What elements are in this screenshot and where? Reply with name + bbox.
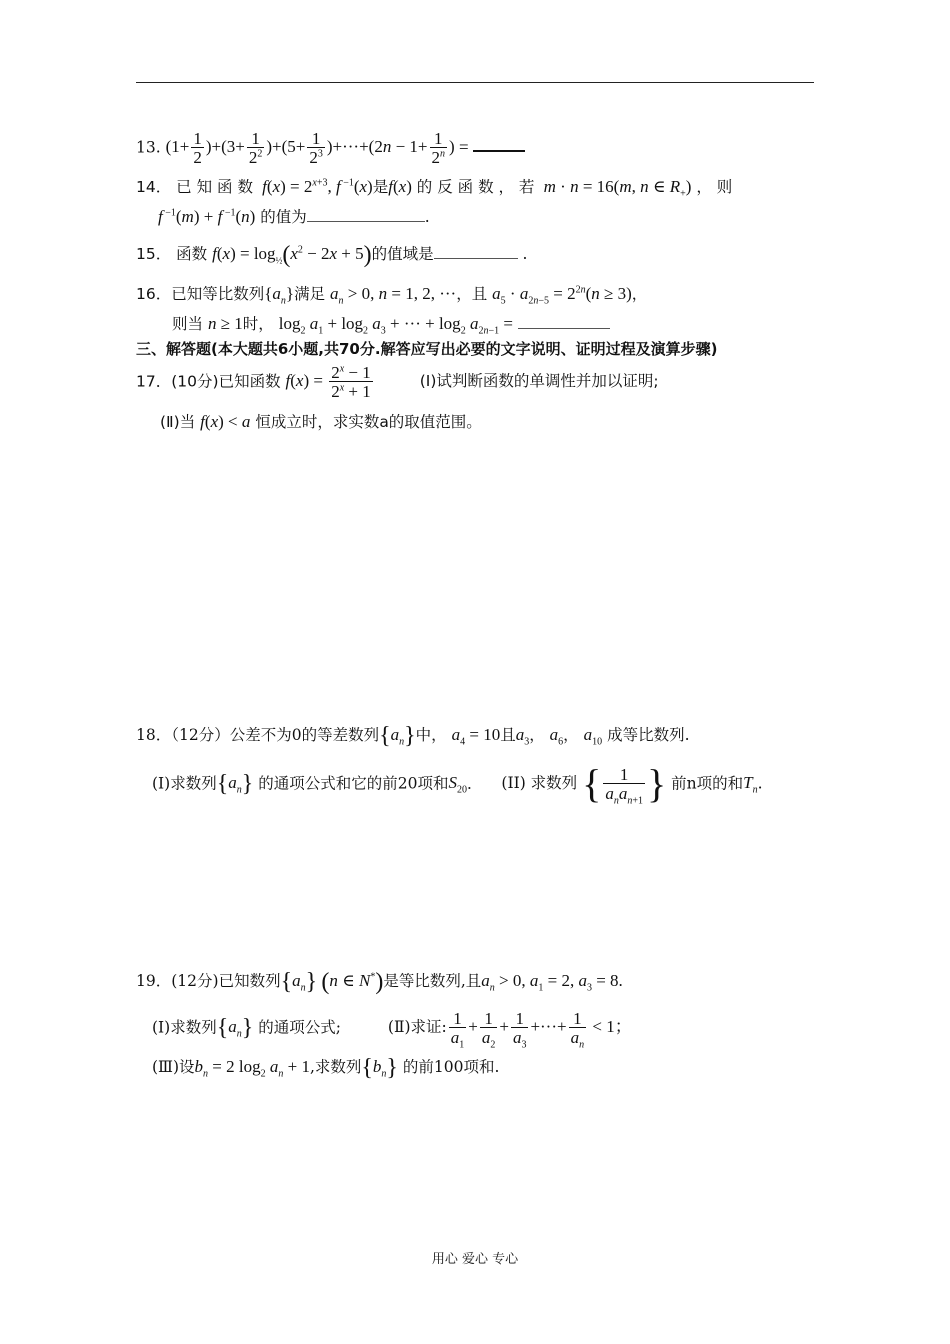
question-text: ，: [631, 285, 648, 303]
math-expression: $a_n > 0$, $a_1 = 2$, $a_3 = 8$.: [481, 971, 623, 994]
part-1-text: 的通项公式和它的前20项和: [258, 774, 449, 793]
question-number: 15．: [136, 245, 172, 263]
math-expression: $a_3$: [515, 725, 530, 748]
math-expression: $a_6$: [549, 725, 564, 748]
part-2-lead: (II) 求数列: [501, 774, 578, 793]
question-score: （12分）: [171, 726, 230, 744]
answer-blank: [518, 328, 610, 329]
part-2-lead: (Ⅱ)求证:: [387, 1018, 447, 1037]
question-18: [136, 723, 690, 750]
answer-blank: [473, 150, 525, 152]
question-19-part-3: [152, 1055, 500, 1082]
part-1-lead: (Ⅰ)求数列: [152, 1018, 217, 1037]
question-14: [136, 176, 732, 198]
header-rule: [136, 82, 814, 83]
question-text: 是等比数列,且: [383, 972, 482, 990]
math-expression: m · n = 16(m, n ∈ $R_+$): [543, 177, 692, 200]
question-score: (10分): [171, 372, 219, 391]
question-18-parts: [152, 761, 763, 807]
math-expression: n ≥ 1: [207, 314, 243, 333]
math-expression: f(x) < a: [200, 412, 251, 431]
part-2-text: 前n项的和: [671, 774, 744, 793]
math-expression: $f(x) = 2^{x+3}$, f $^{-1}$(x): [262, 177, 373, 196]
part-3-end: 的前100项和.: [402, 1058, 500, 1076]
question-17: [136, 364, 659, 401]
part-1-end: ．: [466, 774, 483, 793]
part-1-lead: (I)求数列: [152, 774, 217, 793]
question-text: 已知函数: [218, 372, 281, 391]
math-expression: f(x) = $\frac{2^x - 1}{2^x + 1}$: [285, 363, 371, 401]
part-3-text: ,求数列: [309, 1058, 362, 1076]
question-text: 且: [500, 726, 516, 744]
page-footer: 用心 爱心 专心: [431, 1252, 519, 1267]
math-expression: $a_4 = 10$: [451, 725, 501, 748]
math-expression: $\{b_n\}$: [361, 1055, 398, 1082]
question-text: 已知数列: [218, 972, 281, 990]
question-text: 则当: [172, 315, 204, 333]
question-number: 17．: [136, 372, 172, 391]
math-expression: $\{a_n\}$ (n ∈ N*): [280, 969, 384, 996]
section-heading: 三、解答题(本大题共6小题,共70分.解答应写出必要的文字说明、证明过程及演算步骤): [136, 340, 718, 358]
question-text: 是: [372, 178, 389, 196]
math-expression: $a_{10}$: [583, 725, 603, 748]
math-expression: { $\frac{1}{a_na_{n+1}}$ }: [582, 761, 667, 807]
question-15: [136, 242, 528, 269]
question-text: 已知等比数列: [171, 285, 265, 303]
part-2-text: 恒成立时，求实数a的取值范围。: [255, 413, 482, 431]
math-expression: $S_{20}$: [448, 773, 467, 796]
part-1: (Ⅰ)试判断函数的单调性并加以证明;: [419, 372, 659, 391]
math-expression: $T_n$: [743, 773, 758, 796]
math-expression: $b_n = 2$ $\log_2 a_n + 1$: [194, 1057, 310, 1080]
math-expression: $\{a_n\}$: [379, 723, 416, 750]
question-19-parts: [152, 1009, 632, 1051]
math-expression: $\{a_n\}$: [216, 1015, 254, 1042]
answer-blank: [434, 258, 518, 259]
math-expression: $\frac{1}{a_1}$ + $\frac{1}{a_2}$ + $\frac{1}{a_3}$ +···+ $\frac{1}{a_n}$ < 1；: [450, 1009, 632, 1051]
part-2-lead: (Ⅱ)当: [160, 413, 196, 431]
part-1-text: 的通项公式;: [258, 1018, 341, 1037]
question-text: ，: [563, 726, 579, 744]
question-text: 公差不为0的等差数列: [229, 726, 380, 744]
question-number: 19．: [136, 972, 172, 990]
question-number: 14．: [136, 178, 172, 196]
math-expression: (1+ $\frac{1}{2}$ )+(3+ $\frac{1}{2^2}$ )+(5+ $\frac{1}{2^3}$ )+···+(2n − 1+ $\frac{1}{2^n}$ ): [165, 129, 459, 167]
equals-sign: =: [458, 137, 469, 157]
answer-blank: [307, 221, 425, 222]
question-text: 中，: [415, 726, 447, 744]
math-expression: $\{a_n\}$: [264, 284, 295, 307]
question-16-cont: [172, 313, 610, 335]
math-expression: $f(x) = \log_{\frac{1}{2}}(x^2 - 2x + 5)$: [212, 242, 372, 269]
math-expression: $a_n > 0$, n = 1, 2, ···: [330, 284, 457, 307]
question-14-cont: f $^{-1}$(m) + f $^{-1}$(n) 的值为 .: [158, 207, 430, 226]
question-text: 的 反 函 数 ， 若: [416, 178, 535, 196]
question-text: 函数: [176, 245, 208, 263]
question-19: [136, 969, 623, 996]
part-2-end: .: [757, 774, 763, 793]
part-3-lead: (Ⅲ)设: [152, 1058, 195, 1076]
question-text: 已 知 函 数: [176, 178, 253, 196]
question-text: 的值为: [260, 208, 307, 226]
question-16: [136, 283, 647, 305]
math-expression: $a_5 \cdot a_{2n-5} = 2^{2n}(n \ge 3)$: [492, 284, 632, 307]
math-expression: $\log_2 a_1 + \log_2 a_3$ + ··· + $\log_2 a_{2n-1}$ =: [278, 314, 513, 337]
question-number: 13.: [136, 138, 161, 157]
question-text: 的值域是: [371, 245, 434, 263]
question-end: .: [522, 245, 528, 263]
question-text: 成等比数列.: [607, 726, 690, 744]
question-text: 满足: [294, 285, 326, 303]
question-score: (12分): [171, 972, 219, 990]
question-13: [136, 130, 525, 167]
question-number: 18．: [136, 726, 172, 744]
question-text: ，: [529, 726, 545, 744]
math-expression: f $^{-1}$(m) + f $^{-1}$(n): [158, 207, 256, 226]
question-number: 16．: [136, 285, 172, 303]
math-expression: f(x): [388, 177, 412, 196]
question-text: ， 则: [696, 178, 733, 196]
question-17-part-2: [160, 411, 482, 433]
question-text: 时，: [242, 315, 274, 333]
question-text: ，且: [456, 285, 488, 303]
math-expression: $\{a_n\}$: [216, 771, 254, 798]
